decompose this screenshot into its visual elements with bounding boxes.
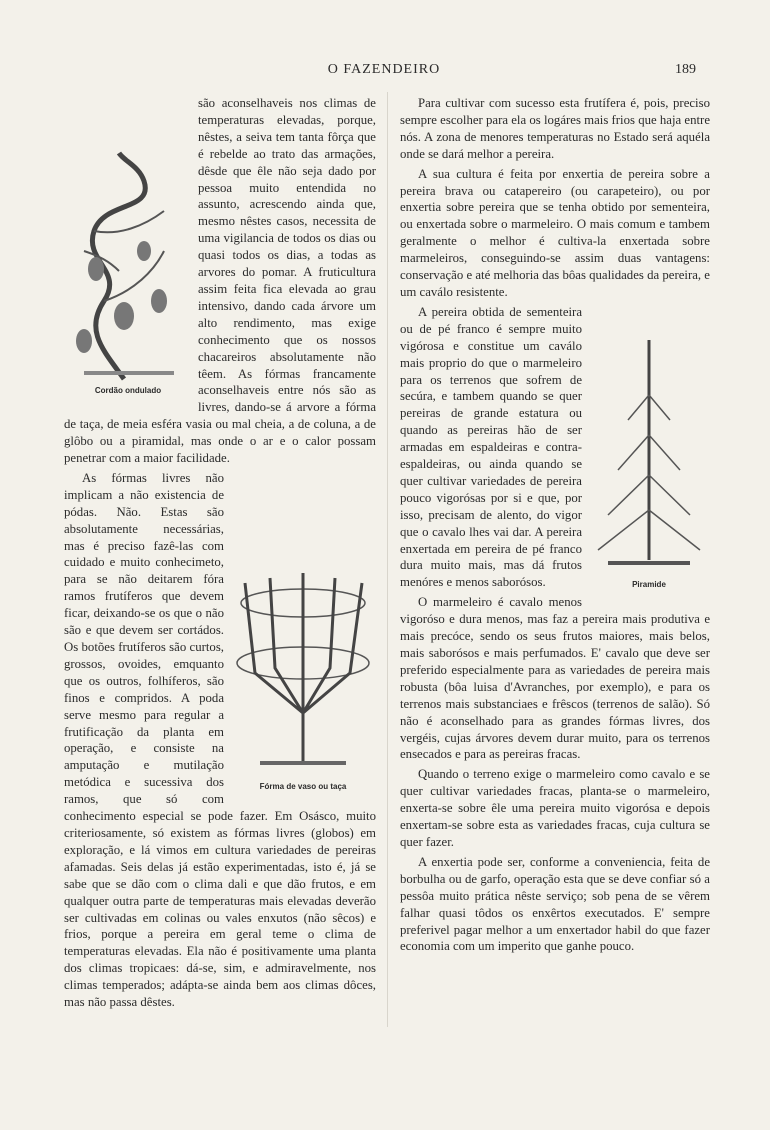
paragraph: A sua cultura é feita por enxertia de pereira sobre a pereira brava ou catapereiro (ou carapeteiro), ou por enxertia sobre pereira que se tenha obtido por sementeira, ou enxertada sobre o marmeleiro. O mais comum e tambem geralmente o melhor é cultiva-la enxertada sobre marmeleiros, conseguindo-se assim duas vantagens: conservação e até melhoria das bôas qualidades da pereira, e um caválo resistente. xyxy=(400,166,710,299)
figure-caption: Fórma de vaso ou taça xyxy=(259,781,347,791)
left-column xyxy=(64,95,376,1011)
page-header xyxy=(64,62,704,84)
journal-title: O FAZENDEIRO xyxy=(327,62,441,77)
cordao-ondulado-illustration xyxy=(64,151,192,381)
paragraph: Para cultivar com sucesso esta frutífera é, pois, preciso sempre escolher para ela os logáres mais frios que haja entre nós. A zona de menores temperaturas no Estado será aquéla onde se dará melhor a pereira. xyxy=(400,96,710,161)
vaso-tree-illustration xyxy=(230,563,376,777)
column-divider xyxy=(387,92,388,1027)
figure-forma-de-vaso xyxy=(230,563,376,796)
paragraph: As fórmas livres não implicam a não existencia de pódas. Não. Estas são absolutamente necessárias, mas é preciso fazê-las com cuidado e muito conhecimeto, para se não deitarem fóra ramos frutíferos que devem ficar, deixando-se os que o não são e que devem ser cortádos. Os botões frutíferos são curtos, grossos, ovoides, emquanto que os outros, folhíferos, são finos e compridos. A poda serve mesmo para regular a frutificação da planta em operação, e consiste na amputação e mutilação metódica e sucessiva dos ramos, que só com conhecimento especial se pode fazer. Em Osásco, muito criteriosamente, só existem as fórmas livres (globos) em exploração, e lá vimos em cultura variedades de pereiras afamadas. Seis delas já estão experimentadas, isto é, já se sabe que se dão com o clima dali e que dão frutos, e em qualquer outra parte de temperaturas mais elevadas deverão ser cultivadas em colinas ou vales enxutos (não sêcos) e frios, porque a pereira em geral teme o clima de temperaturas elevadas. Ela não é positivamente uma planta dos climas tropicaes: dá-se, sim, e admiravelmente, nos climas temperados; adápta-se ainda bem aos climas dôces, mas não passa dêstes. xyxy=(64,470,376,1010)
figure-caption: Piramide xyxy=(632,579,666,589)
figure-caption: Cordão ondulado xyxy=(94,386,162,395)
paragraph: Quando o terreno exige o marmeleiro como cavalo e se quer cultivar variedades fracas, planta-se o marmeleiro, enxerta-se sobre êle uma pereira muito vigorósa e depois enxertam-se sobre esta as variedades fracas, cuja cultura se quer fazer. xyxy=(400,767,710,849)
right-column xyxy=(400,95,710,955)
piramide-tree-illustration xyxy=(588,335,710,575)
paragraph: O marmeleiro é cavalo menos vigoróso e dura menos, mas faz a pereira mais produtiva e mais precóce, sendo os seus frutos maiores, mais belos, mais saborósos e mais perfumados. E' cavalo que deve ser preferido especialmente para as variedades de pereira mais robusta (bôa luisa d'Avranches, por exemplo), e para os terrenos mais substanciaes e frêscos (terrenos de salão). Só não é aconselhado para as grandes fórmas livres, dos vergéis, cujas árvores devem durar muito, para os terrenos ensecados e para as pereiras fracas. xyxy=(400,595,710,762)
paragraph: A enxertia pode ser, conforme a conveniencia, feita de borbulha ou de garfo, operação esta que se deve confiar só a pessôa muito prática nêste serviço; sob pena de se vêrem falhar quasi tôdos os enxêrtos executados. E' sempre preferivel pagar melhor a um enxertador habil do que fazer economia com um imperito que ganhe pouco. xyxy=(400,854,710,954)
paragraph: A pereira obtida de sementeira ou de pé franco é sempre muito vigórosa e constitue um caválo mais proprio do que o marmeleiro para os terrenos que sofrem de secúra, e tambem quando se quer pereiras de grande estatura ou quando as pereiras hão de ser armadas em espaldeiras e contra-espaldeiras, ou ainda quando se quer cultivar variedades de pereira pouco vigorósas por si e que, por isso, precisam de alento, do vigor que o cavalo lhes vai dar. A pereira enxertada em pereira de pé franco dura muito mais, mas dá frutos menóres e menos saborósos. xyxy=(400,304,582,590)
figure-piramide xyxy=(588,335,710,594)
figure-cordao-ondulado xyxy=(64,151,192,400)
paragraph: são aconselhaveis nos climas de temperaturas elevadas, porque, nêstes, a seiva tem tanta fôrça que é rebelde ao trato das armações, dêsde que êle não seja dado por pessoa muito entendida no assunto, acrescendo ainda que, mesmo nêstes casos, necessita de uma vigilancia de todos os dias ou quasi todos os dias, a todas as arvores do pomar. A fruticultura assim feita fica elevada ao grau intensivo, dando cada árvore um alto rendimento, mas exige conhecimento que os nossos chacareiros absolutamente não têem. As fórmas francamente aconselhaveis entre nós são as livres, dando-se á arvore a fórma de taça, de meia esféra vasia ou mal cheia, a de coluna, a de glôbo ou a piramidal, mas onde o ar e o calor possam penetrar com a maior facilidade. xyxy=(64,96,376,466)
page-number: 189 xyxy=(675,62,696,77)
